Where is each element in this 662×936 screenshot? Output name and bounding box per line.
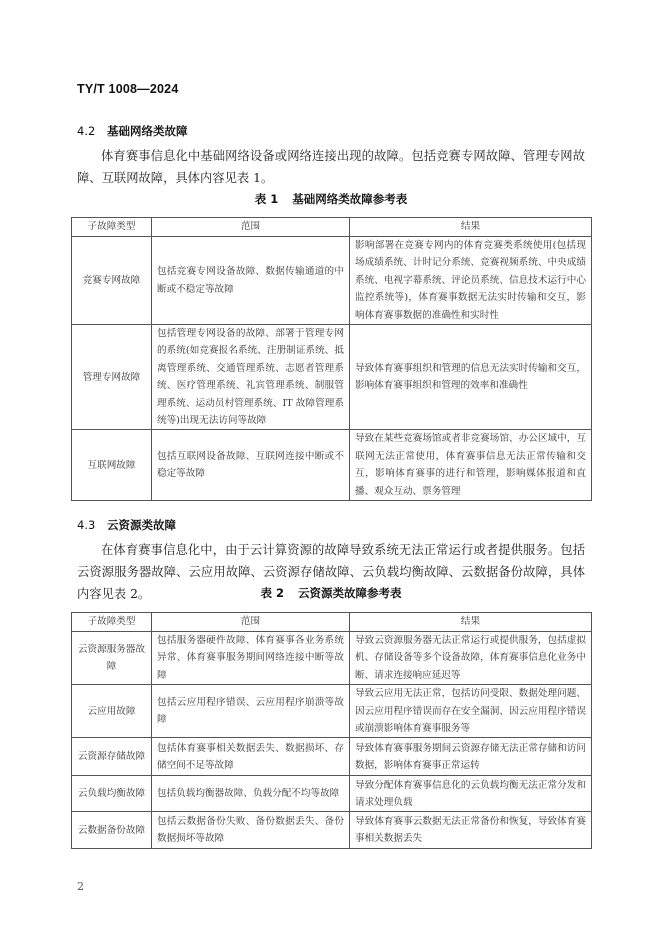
result-cell: 导致体育赛事服务期间云资源存储无法正常存储和访问数据，影响体育赛事正常运转 — [350, 738, 592, 776]
table-row — [72, 685, 592, 738]
result-cell: 影响部署在竞赛专网内的体育竞赛类系统使用(包括现场成绩系统、计时记分系统、竞赛视频系统、中央成绩系统、电视字幕系统、评论员系统、信息技术运行中心监控系统等)，体育赛事数据无法实时传输和交互，影响体育赛事数据的准确性和实时性 — [350, 237, 592, 325]
table-caption-number: 表 1 — [254, 192, 279, 206]
section-4-3-paragraph: 在体育赛事信息化中，由于云计算资源的故障导致系统无法正常运行或者提供服务。包括云资源服务器故障、云应用故障、云资源存储故障、云负载均衡故障、云数据备份故障，具体内容见表 2。 — [77, 543, 585, 601]
table-row — [72, 237, 592, 325]
table-2-caption — [77, 585, 585, 601]
table-row — [72, 776, 592, 812]
table-row — [72, 738, 592, 776]
result-cell: 导致云资源服务器无法正常运行或提供服务，包括虚拟机、存储设备等多个设备故障，体育赛事信息化业务中断、请求连接响应延迟等 — [350, 632, 592, 685]
table-1-caption — [77, 191, 585, 207]
table-row — [72, 430, 592, 501]
result-cell: 导致在某些竞赛场馆或者非竞赛场馆、办公区域中，互联网无法正常使用，体育赛事信息无法正常传输和交互，影响体育赛事的进行和管理，影响媒体报道和直播、观众互动、票务管理 — [350, 430, 592, 501]
document-id-header: TY/T 1008—2024 — [77, 82, 179, 96]
fault-type-cell: 管理专网故障 — [72, 325, 152, 430]
column-header: 子故障类型 — [72, 613, 152, 632]
table-header-row — [72, 218, 592, 237]
scope-cell: 包括竞赛专网设备故障、数据传输通道的中断或不稳定等故障 — [152, 237, 350, 325]
table-row — [72, 325, 592, 430]
column-header: 子故障类型 — [72, 218, 152, 237]
section-number: 4.3 — [77, 518, 96, 532]
section-title: 基础网络类故障 — [107, 124, 188, 138]
result-cell: 导致云应用无法正常，包括访问受限、数据处理问题、因云应用程序错误而存在安全漏洞、因云应用程序错误或崩溃影响体育赛事服务等 — [350, 685, 592, 738]
column-header: 范围 — [152, 218, 350, 237]
table-caption-number: 表 2 — [260, 586, 284, 600]
column-header: 范围 — [152, 613, 350, 632]
table-header-row — [72, 613, 592, 632]
column-header: 结果 — [350, 613, 592, 632]
scope-cell: 包括互联网设备故障、互联网连接中断或不稳定等故障 — [152, 430, 350, 501]
scope-cell: 包括管理专网设备的故障、部署于管理专网的系统(如竞赛报名系统、注册制证系统、抵离管理系统、交通管理系统、志愿者管理系统、医疗管理系统、礼宾管理系统、制服管理系统、运动员村管理系统、IT 故障管理系统等)出现无法访问等故障 — [152, 325, 350, 430]
fault-type-cell: 互联网故障 — [72, 430, 152, 501]
scope-cell: 包括体育赛事相关数据丢失、数据损坏、存储空间不足等故障 — [152, 738, 350, 776]
result-cell: 导致分配体育赛事信息化的云负载均衡无法正常分发和请求处理负载 — [350, 776, 592, 812]
column-header: 结果 — [350, 218, 592, 237]
scope-cell: 包括云数据备份失败、备份数据丢失、备份数据损坏等故障 — [152, 812, 350, 849]
section-number: 4.2 — [77, 124, 96, 138]
table-row — [72, 812, 592, 849]
section-4-3-heading — [77, 517, 176, 533]
scope-cell: 包括云应用程序错误、云应用程序崩溃等故障 — [152, 685, 350, 738]
table-1 — [71, 217, 592, 501]
table-2 — [71, 612, 592, 849]
fault-type-cell: 云数据备份故障 — [72, 812, 152, 849]
fault-type-cell: 竞赛专网故障 — [72, 237, 152, 325]
fault-type-cell: 云资源服务器故障 — [72, 632, 152, 685]
page-number: 2 — [77, 880, 84, 893]
scope-cell: 包括负载均衡器故障、负载分配不均等故障 — [152, 776, 350, 812]
fault-type-cell: 云资源存储故障 — [72, 738, 152, 776]
section-title: 云资源类故障 — [107, 518, 176, 532]
fault-type-cell: 云负载均衡故障 — [72, 776, 152, 812]
table-row — [72, 632, 592, 685]
section-4-2-heading — [77, 123, 188, 139]
result-cell: 导致体育赛事云数据无法正常备份和恢复，导致体育赛事相关数据丢失 — [350, 812, 592, 849]
section-4-2-paragraph: 体育赛事信息化中基础网络设备或网络连接出现的故障。包括竞赛专网故障、管理专网故障、互联网故障，具体内容见表 1。 — [77, 149, 585, 185]
scope-cell: 包括服务器硬件故障、体育赛事各业务系统异常、体育赛事服务期间网络连接中断等故障 — [152, 632, 350, 685]
result-cell: 导致体育赛事组织和管理的信息无法实时传输和交互，影响体育赛事组织和管理的效率和准确性 — [350, 325, 592, 430]
fault-type-cell: 云应用故障 — [72, 685, 152, 738]
table-caption-title: 基础网络类故障参考表 — [292, 192, 408, 206]
table-caption-title: 云资源类故障参考表 — [298, 586, 402, 600]
